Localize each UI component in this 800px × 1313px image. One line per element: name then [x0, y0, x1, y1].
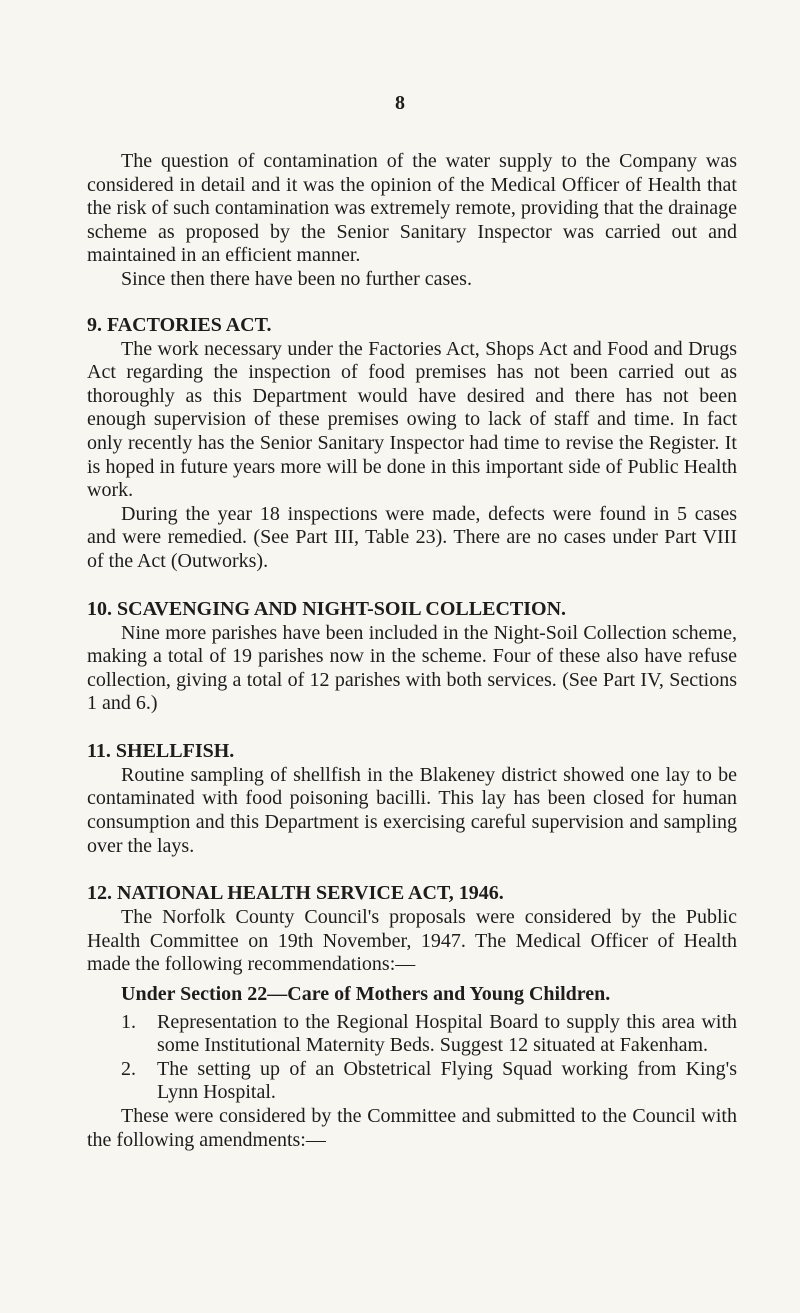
intro-paragraph: The question of contamination of the water supply to the Company was considered in detail and it was the opinion of the Medical Officer of Health that the risk of such contamination was extremely remote, providing that the drainage scheme as proposed by the Senior Sanitary Inspector was carried out and maintained in an efficient manner.: [87, 150, 737, 267]
list-item: [87, 1058, 737, 1105]
section-paragraph: Routine sampling of shellfish in the Blakeney district showed one lay to be contaminated with food poisoning bacilli. This lay has been closed for human consumption and this Department is exercising careful supervision and sampling over the lays.: [87, 763, 737, 857]
section-paragraph: Nine more parishes have been included in the Night-Soil Collection scheme, making a total of 19 parishes now in the scheme. Four of these also have refuse collection, giving a total of 12 parishes with both services. (See Part IV, Sections 1 and 6.): [87, 621, 737, 715]
section-heading-nhs-act: 12. NATIONAL HEALTH SERVICE ACT, 1946.: [87, 882, 504, 905]
list-item-number: 1.: [121, 1010, 136, 1033]
section-paragraph: The work necessary under the Factories Act, Shops Act and Food and Drugs Act regarding the inspection of food premises has not been carried out as thoroughly as this Department would have desired and there has not been enough supervision of these premises owing to lack of staff and time. In fact only recently has the Senior Sanitary Inspector had time to revise the Register. It is hoped in future years more will be done in this important side of Public Health work.: [87, 337, 737, 502]
intro-paragraph: Since then there have been no further cases.: [121, 267, 472, 290]
page-content: [87, 150, 737, 1152]
section-heading-shellfish: 11. SHELLFISH.: [87, 739, 235, 762]
closing-paragraph: These were considered by the Committee and submitted to the Council with the following amendments:—: [87, 1105, 737, 1151]
list-item-text: Representation to the Regional Hospital Board to supply this area with some Institutional Maternity Beds. Suggest 12 situated at Fakenham.: [157, 1010, 737, 1057]
page-number: 8: [395, 92, 405, 114]
sub-heading: Under Section 22—Care of Mothers and Young Children.: [121, 983, 611, 1006]
section-paragraph: The Norfolk County Council's proposals were considered by the Public Health Committee on 19th November, 1947. The Medical Officer of Health made the following recommendations:—: [87, 906, 737, 976]
list-item: [87, 1011, 737, 1058]
section-heading-factories-act: 9. FACTORIES ACT.: [87, 313, 272, 336]
section-heading-scavenging: 10. SCAVENGING AND NIGHT-SOIL COLLECTION.: [87, 597, 567, 620]
list-item-text: The setting up of an Obstetrical Flying Squad working from King's Lynn Hospital.: [157, 1057, 737, 1104]
list-item-number: 2.: [121, 1057, 136, 1080]
section-paragraph: During the year 18 inspections were made, defects were found in 5 cases and were remedied. (See Part III, Table 23). There are no cases under Part VIII of the Act (Outworks).: [87, 502, 737, 572]
